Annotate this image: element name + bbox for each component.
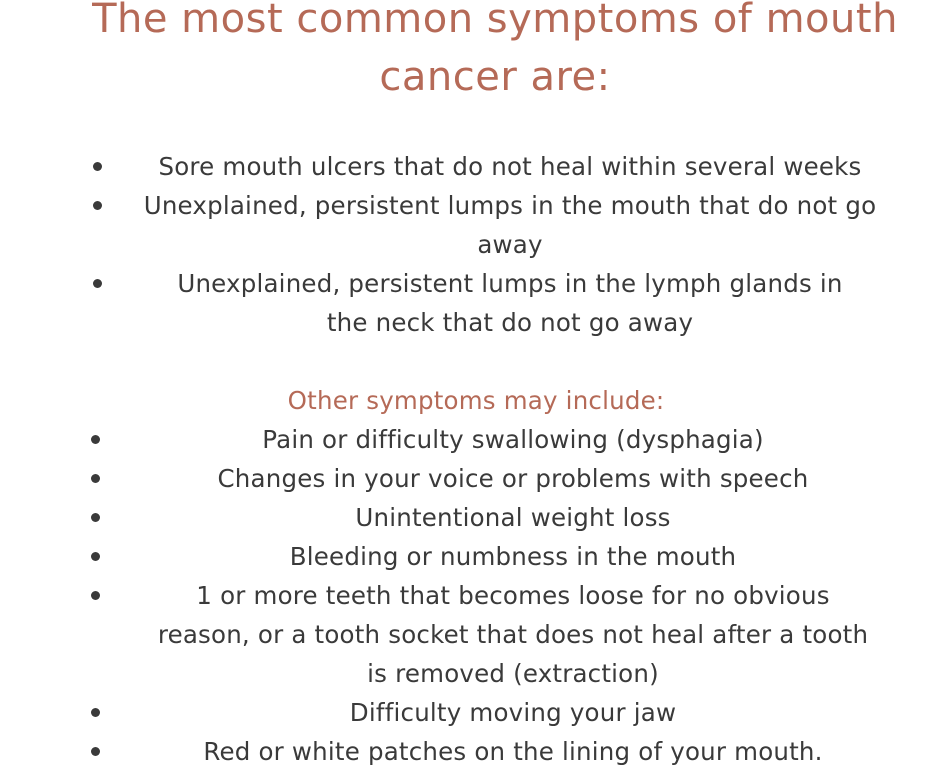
list-item-text: 1 or more teeth that becomes loose for no obvious reason, or a tooth socket that does not heal after a tooth is removed (extraction) [157, 581, 869, 688]
bullet-icon [91, 708, 100, 717]
list-item-text: Unexplained, persistent lumps in the lymph glands in the neck that do not go away [177, 269, 843, 337]
list-item [118, 693, 908, 732]
list-item-text: Sore mouth ulcers that do not heal within several weeks [158, 152, 862, 181]
page-heading: The most common symptoms of mouth cancer are: [92, 0, 898, 100]
bullet-icon [91, 591, 100, 600]
list-item [118, 537, 908, 576]
list-item-text: Pain or difficulty swallowing (dysphagia) [262, 425, 764, 454]
list-item [118, 732, 908, 771]
bullet-icon [93, 201, 102, 210]
bullet-icon [91, 474, 100, 483]
list-item [120, 186, 900, 264]
other-symptoms-heading: Other symptoms may include: [287, 386, 665, 415]
list-item-text: Unintentional weight loss [355, 503, 671, 532]
list-item-text: Difficulty moving your jaw [349, 698, 677, 727]
bullet-icon [91, 513, 100, 522]
list-item-text: Unexplained, persistent lumps in the mouth that do not go away [143, 191, 877, 259]
common-symptoms-list [0, 147, 952, 342]
bullet-icon [93, 279, 102, 288]
bullet-icon [91, 747, 100, 756]
list-item [118, 576, 908, 693]
list-item [118, 459, 908, 498]
list-item [118, 498, 908, 537]
bullet-icon [93, 162, 102, 171]
other-symptoms-list [0, 420, 952, 771]
list-item [118, 420, 908, 459]
list-item [120, 264, 900, 342]
bullet-icon [91, 435, 100, 444]
list-item [120, 147, 900, 186]
list-item-text: Changes in your voice or problems with speech [217, 464, 809, 493]
list-item-text: Red or white patches on the lining of your mouth. [203, 737, 823, 766]
list-item-text: Bleeding or numbness in the mouth [289, 542, 737, 571]
bullet-icon [91, 552, 100, 561]
